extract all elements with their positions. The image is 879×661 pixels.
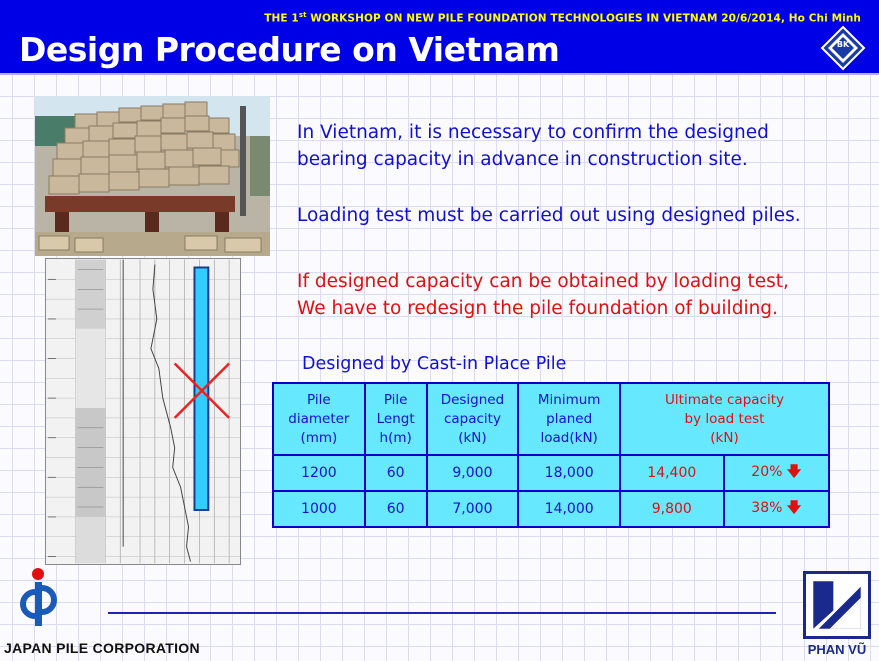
para1-line1: In Vietnam, it is necessary to confirm the designed xyxy=(297,122,769,143)
japan-pile-logo xyxy=(14,566,60,630)
paragraph-loading-test xyxy=(297,202,801,229)
para2-line: Loading test must be carried out using designed piles. xyxy=(297,205,801,226)
cell-diameter: 1000 xyxy=(273,491,365,527)
table-row xyxy=(273,491,829,527)
boring-log-diagram xyxy=(45,258,241,565)
company-name: JAPAN PILE CORPORATION xyxy=(4,640,200,656)
para3-line1: If designed capacity can be obtained by loading test, xyxy=(297,271,789,292)
workshop-superscript: st xyxy=(298,11,307,19)
para1-line2: bearing capacity in advance in construction site. xyxy=(297,149,748,170)
bk-university-logo xyxy=(820,25,866,71)
table-row xyxy=(273,455,829,491)
table-header-row xyxy=(273,383,829,455)
cell-ultimate: 14,400 xyxy=(620,455,724,491)
cell-capacity: 7,000 xyxy=(427,491,519,527)
header-pile-diameter: Pile diameter (mm) xyxy=(273,383,365,455)
pile-capacity-table xyxy=(272,382,830,528)
cell-min-load: 18,000 xyxy=(518,455,620,491)
percent-value: 38% xyxy=(751,500,783,516)
workshop-prefix: THE 1 xyxy=(264,12,299,25)
down-arrow-icon: 🡇 xyxy=(786,464,802,480)
para3-line2: We have to redesign the pile foundation of building. xyxy=(297,298,778,319)
workshop-banner xyxy=(264,11,861,25)
header-minimum-load: Minimum planed load(kN) xyxy=(518,383,620,455)
paragraph-redesign xyxy=(297,268,789,322)
cell-min-load: 14,000 xyxy=(518,491,620,527)
header-pile-length: Pile Lengt h(m) xyxy=(365,383,427,455)
slide-title: Design Procedure on Vietnam xyxy=(19,30,560,69)
header-band xyxy=(0,0,879,75)
header-ultimate-capacity: Ultimate capacity by load test (kN) xyxy=(620,383,829,455)
bk-logo-text: BK xyxy=(836,40,850,49)
phan-vu-logo xyxy=(803,571,871,639)
cell-percent xyxy=(724,455,829,491)
cell-capacity: 9,000 xyxy=(427,455,519,491)
down-arrow-icon: 🡇 xyxy=(786,500,802,516)
footer-divider xyxy=(108,612,776,614)
cell-length: 60 xyxy=(365,455,427,491)
paragraph-confirm-capacity xyxy=(297,119,769,173)
header-designed-capacity: Designed capacity (kN) xyxy=(427,383,519,455)
workshop-rest: WORKSHOP ON NEW PILE FOUNDATION TECHNOLOGIES IN VIETNAM 20/6/2014, Ho Chi Minh xyxy=(306,12,861,25)
cell-diameter: 1200 xyxy=(273,455,365,491)
table-caption: Designed by Cast-in Place Pile xyxy=(302,354,567,374)
partner-name: PHAN VŨ xyxy=(807,642,867,657)
cell-percent xyxy=(724,491,829,527)
loading-test-photo xyxy=(35,96,270,256)
cell-ultimate: 9,800 xyxy=(620,491,724,527)
percent-value: 20% xyxy=(751,464,783,480)
cell-length: 60 xyxy=(365,491,427,527)
